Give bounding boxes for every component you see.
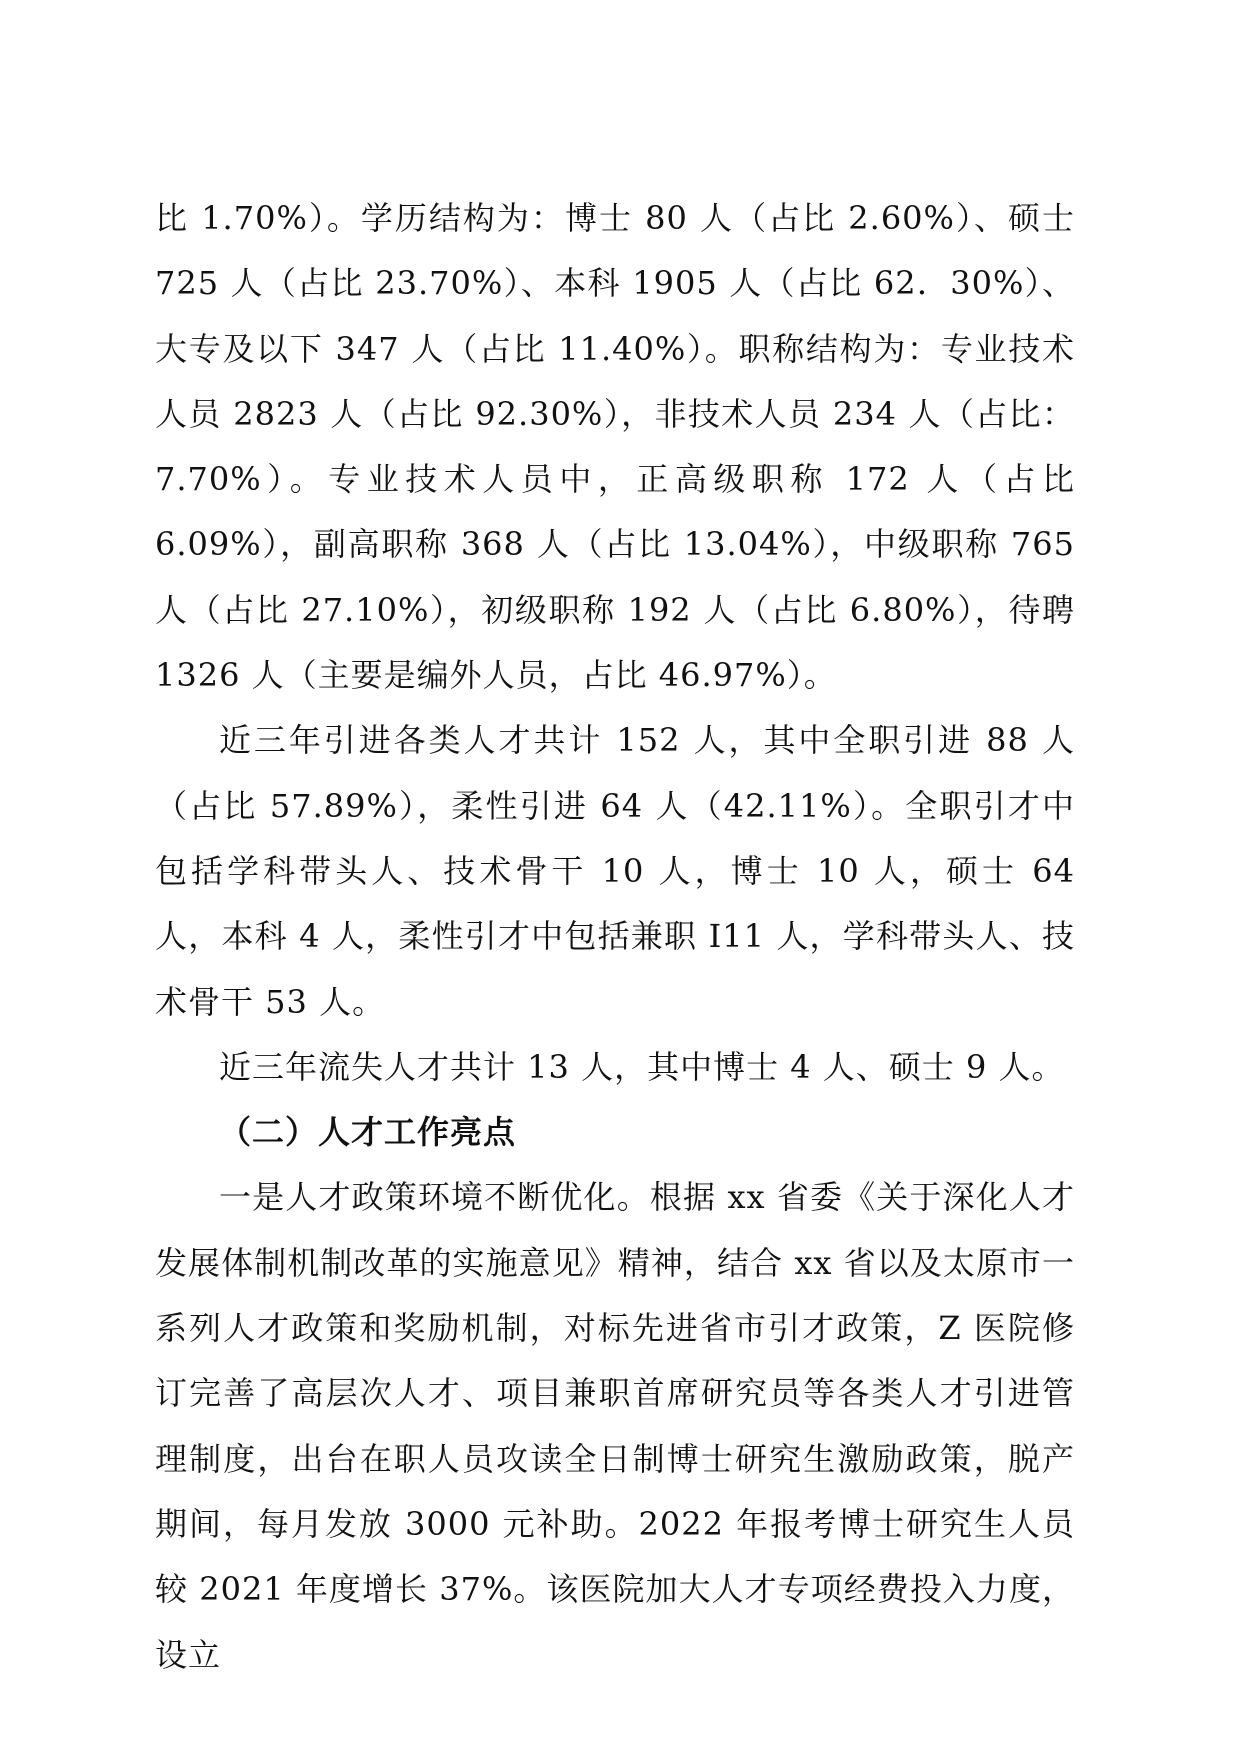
- paragraph-policy-highlight: 一是人才政策环境不断优化。根据 xx 省委《关于深化人才发展体制机制改革的实施意见》精神，结合 xx 省以及太原市一系列人才政策和奖励机制，对标先进省市引才政策，Z 医院修订完善了高层次人才、项目兼职首席研究员等各类人才引进管理制度，出台在职人员攻读全日制博士研究生激励政策，脱产期间，每月发放 3000 元补助。2022 年报考博士研究生人员较 2021 年度增长 37%。该医院加大人才专项经费投入力度，设立: [155, 1178, 1075, 1674]
- paragraph-talent-introduction: 近三年引进各类人才共计 152 人，其中全职引进 88 人（占比 57.89%），柔性引进 64 人（42.11%）。全职引才中包括学科带头人、技术骨干 10 人，博士 10 人，硕士 64 人，本科 4 人，柔性引才中包括兼职 I11 人，学科带头人、技术骨干 53 人。: [155, 721, 1075, 1021]
- paragraph-talent-loss: 近三年流失人才共计 13 人，其中博士 4 人、硕士 9 人。: [219, 1047, 1065, 1086]
- section-heading: （二）人才工作亮点: [219, 1113, 517, 1152]
- document-body: [155, 186, 1075, 1688]
- paragraph-staff-structure: 比 1.70%）。学历结构为：博士 80 人（占比 2.60%）、硕士 725 人（占比 23.70%）、本科 1905 人（占比 62．30%）、大专及以下 347 人（占比 11.40%）。职称结构为：专业技术人员 2823 人（占比 92.30%），非技术人员 234 人（占比：7.70%）。专业技术人员中，正高级职称 172 人（占比 6.09%），副高职称 368 人（占比 13.04%），中级职称 765 人（占比 27.10%），初级职称 192 人（占比 6.80%），待聘 1326 人（主要是编外人员，占比 46.97%）。: [155, 199, 1075, 695]
